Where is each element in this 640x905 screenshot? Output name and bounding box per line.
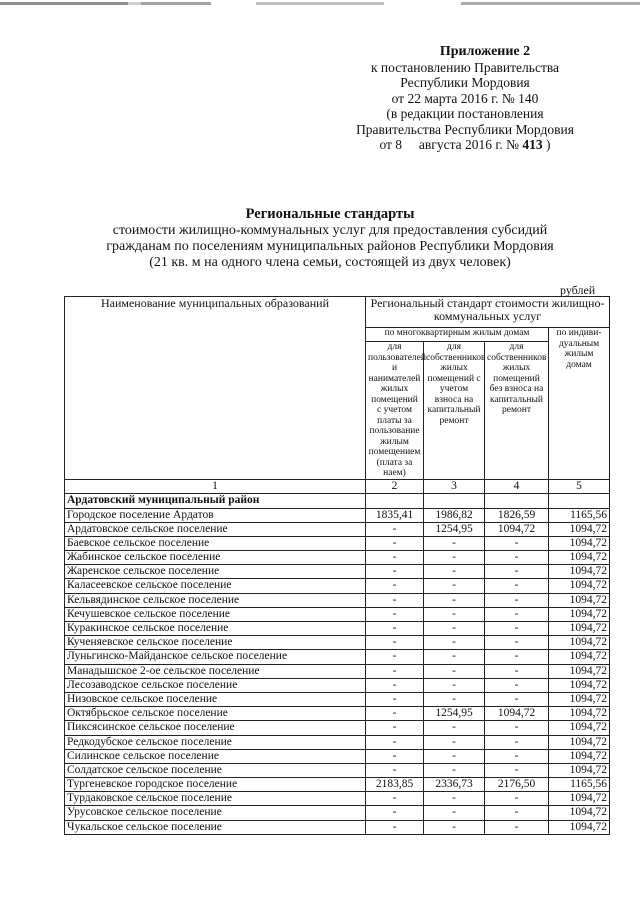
value-individual: 1094,72 bbox=[549, 735, 610, 749]
appendix-line: Республики Мордовия bbox=[400, 75, 530, 90]
value-tenants: - bbox=[366, 622, 424, 636]
settlement-name: Баевское сельское поселение bbox=[65, 536, 366, 550]
region-row bbox=[65, 493, 610, 508]
value-owners-without-fee: 2176,50 bbox=[485, 778, 549, 792]
appendix-line: от 22 марта 2016 г. № 140 bbox=[391, 90, 539, 106]
table-row bbox=[65, 536, 610, 550]
value-owners-with-fee: 2336,73 bbox=[424, 778, 485, 792]
settlement-name: Низовское сельское поселение bbox=[65, 692, 366, 706]
value-individual: 1094,72 bbox=[549, 522, 610, 536]
settlement-name: Каласеевское сельское поселение bbox=[65, 579, 366, 593]
table-row bbox=[65, 650, 610, 664]
appendix-line: (в редакции постановления bbox=[386, 106, 544, 121]
appendix-line: Правительства Республики Мордовия bbox=[356, 121, 574, 137]
heading-line-1: стоимости жилищно-коммунальных услуг для предоставления субсидий bbox=[112, 223, 548, 238]
table-row bbox=[65, 636, 610, 650]
table-row bbox=[65, 763, 610, 777]
table-row bbox=[65, 820, 610, 834]
settlement-name: Куракинское сельское поселение bbox=[65, 622, 366, 636]
settlement-name: Октябрьское сельское поселение bbox=[65, 707, 366, 721]
settlement-name: Луньгинско-Майданское сельское поселение bbox=[65, 650, 366, 664]
col-header-municipality: Наименование муниципальных образований bbox=[65, 297, 366, 480]
value-individual: 1094,72 bbox=[549, 820, 610, 834]
col-header-mkd: по многоквартирным жилым домам bbox=[366, 328, 549, 342]
document-title: Региональные стандарты bbox=[245, 206, 415, 222]
value-owners-without-fee: - bbox=[485, 565, 549, 579]
appendix-block bbox=[330, 44, 600, 153]
value-owners-without-fee: 1094,72 bbox=[485, 522, 549, 536]
value-owners-with-fee: 1986,82 bbox=[424, 508, 485, 522]
table-row bbox=[65, 749, 610, 763]
col-header-tenants: для пользователей и нанимателей жилых помещений с учетом платы за пользование жилым помещением (плата за наем) bbox=[366, 342, 424, 480]
value-owners-with-fee: - bbox=[424, 579, 485, 593]
value-owners-with-fee: - bbox=[424, 749, 485, 763]
value-tenants: - bbox=[366, 565, 424, 579]
table-row bbox=[65, 522, 610, 536]
table-row bbox=[65, 508, 610, 522]
value-owners-with-fee: - bbox=[424, 622, 485, 636]
value-owners-with-fee: - bbox=[424, 593, 485, 607]
value-owners-without-fee: - bbox=[485, 664, 549, 678]
settlement-name: Чукальское сельское поселение bbox=[65, 820, 366, 834]
value-owners-with-fee: - bbox=[424, 536, 485, 550]
value-tenants: - bbox=[366, 607, 424, 621]
value-individual: 1094,72 bbox=[549, 622, 610, 636]
value-tenants: - bbox=[366, 536, 424, 550]
value-owners-with-fee: - bbox=[424, 820, 485, 834]
value-individual: 1094,72 bbox=[549, 806, 610, 820]
value-owners-with-fee: - bbox=[424, 664, 485, 678]
value-owners-without-fee: - bbox=[485, 763, 549, 777]
settlement-name: Турдаковское сельское поселение bbox=[65, 792, 366, 806]
value-tenants: - bbox=[366, 664, 424, 678]
heading-line-3: (21 кв. м на одного члена семьи, состоящей из двух человек) bbox=[149, 255, 511, 270]
value-owners-with-fee: 1254,95 bbox=[424, 707, 485, 721]
col-number: 1 bbox=[65, 479, 366, 493]
table-row bbox=[65, 551, 610, 565]
value-owners-with-fee: 1254,95 bbox=[424, 522, 485, 536]
settlement-name: Жабинское сельское поселение bbox=[65, 551, 366, 565]
value-tenants: - bbox=[366, 763, 424, 777]
value-individual: 1094,72 bbox=[549, 565, 610, 579]
value-owners-with-fee: - bbox=[424, 551, 485, 565]
value-tenants: - bbox=[366, 735, 424, 749]
value-owners-without-fee: - bbox=[485, 636, 549, 650]
table-row bbox=[65, 678, 610, 692]
col-number: 3 bbox=[424, 479, 485, 493]
table-row bbox=[65, 806, 610, 820]
settlement-name: Кечушевское сельское поселение bbox=[65, 607, 366, 621]
value-tenants: - bbox=[366, 650, 424, 664]
col-header-owners-with-fee: для собственников жилых помещений с учетом взноса на капитальный ремонт bbox=[424, 342, 485, 480]
value-tenants: - bbox=[366, 806, 424, 820]
value-owners-without-fee: 1094,72 bbox=[485, 707, 549, 721]
value-owners-without-fee: - bbox=[485, 678, 549, 692]
value-tenants: 1835,41 bbox=[366, 508, 424, 522]
col-header-group: Региональный стандарт стоимости жилищно-коммунальных услуг bbox=[366, 297, 610, 328]
table-cell bbox=[549, 493, 610, 508]
value-individual: 1094,72 bbox=[549, 607, 610, 621]
appendix-last-line bbox=[330, 137, 600, 153]
settlement-name: Ардатовское сельское поселение bbox=[65, 522, 366, 536]
scan-artifact-line bbox=[0, 2, 640, 5]
value-owners-without-fee: 1826,59 bbox=[485, 508, 549, 522]
table-row bbox=[65, 593, 610, 607]
value-individual: 1094,72 bbox=[549, 551, 610, 565]
settlement-name: Пиксясинское сельское поселение bbox=[65, 721, 366, 735]
appendix-title: Приложение 2 bbox=[439, 44, 531, 59]
col-number: 2 bbox=[366, 479, 424, 493]
value-tenants: - bbox=[366, 749, 424, 763]
value-tenants: - bbox=[366, 692, 424, 706]
value-owners-without-fee: - bbox=[485, 735, 549, 749]
settlement-name: Солдатское сельское поселение bbox=[65, 763, 366, 777]
value-owners-with-fee: - bbox=[424, 650, 485, 664]
appendix-number: 413 bbox=[522, 137, 543, 152]
value-tenants: - bbox=[366, 579, 424, 593]
value-individual: 1094,72 bbox=[549, 650, 610, 664]
settlement-name: Тургеневское городское поселение bbox=[65, 778, 366, 792]
settlement-name: Редкодубское сельское поселение bbox=[65, 735, 366, 749]
value-tenants: - bbox=[366, 820, 424, 834]
col-number: 5 bbox=[549, 479, 610, 493]
value-individual: 1094,72 bbox=[549, 636, 610, 650]
settlement-name: Силинское сельское поселение bbox=[65, 749, 366, 763]
table-row bbox=[65, 579, 610, 593]
value-owners-without-fee: - bbox=[485, 536, 549, 550]
table-row bbox=[65, 565, 610, 579]
value-owners-without-fee: - bbox=[485, 749, 549, 763]
value-individual: 1094,72 bbox=[549, 593, 610, 607]
value-individual: 1094,72 bbox=[549, 763, 610, 777]
value-owners-with-fee: - bbox=[424, 565, 485, 579]
value-owners-with-fee: - bbox=[424, 721, 485, 735]
region-name: Ардатовский муниципальный район bbox=[65, 493, 366, 508]
settlement-name: Кученяевское сельское поселение bbox=[65, 636, 366, 650]
value-tenants: - bbox=[366, 678, 424, 692]
table-cell bbox=[424, 493, 485, 508]
appendix-line: к постановлению Правительства bbox=[370, 59, 560, 75]
value-owners-without-fee: - bbox=[485, 806, 549, 820]
value-tenants: - bbox=[366, 636, 424, 650]
table-row bbox=[65, 692, 610, 706]
table-row bbox=[65, 607, 610, 621]
table-row bbox=[65, 735, 610, 749]
table-row bbox=[65, 721, 610, 735]
value-owners-with-fee: - bbox=[424, 636, 485, 650]
value-owners-with-fee: - bbox=[424, 763, 485, 777]
col-number: 4 bbox=[485, 479, 549, 493]
value-individual: 1094,72 bbox=[549, 707, 610, 721]
value-owners-with-fee: - bbox=[424, 692, 485, 706]
value-owners-without-fee: - bbox=[485, 792, 549, 806]
value-individual: 1094,72 bbox=[549, 664, 610, 678]
value-individual: 1094,72 bbox=[549, 692, 610, 706]
settlement-name: Кельвядинское сельское поселение bbox=[65, 593, 366, 607]
settlement-name: Урусовское сельское поселение bbox=[65, 806, 366, 820]
value-owners-with-fee: - bbox=[424, 792, 485, 806]
value-tenants: - bbox=[366, 551, 424, 565]
settlement-name: Манадышское 2-ое сельское поселение bbox=[65, 664, 366, 678]
value-owners-with-fee: - bbox=[424, 735, 485, 749]
value-individual: 1094,72 bbox=[549, 579, 610, 593]
value-individual: 1165,56 bbox=[549, 508, 610, 522]
value-tenants: - bbox=[366, 792, 424, 806]
value-owners-without-fee: - bbox=[485, 692, 549, 706]
value-tenants: 2183,85 bbox=[366, 778, 424, 792]
heading-line-2: гражданам по поселениям муниципальных районов Республики Мордовия bbox=[106, 239, 554, 254]
value-owners-without-fee: - bbox=[485, 551, 549, 565]
value-individual: 1165,56 bbox=[549, 778, 610, 792]
value-owners-without-fee: - bbox=[485, 721, 549, 735]
appendix-date: от 8 августа 2016 г. № bbox=[379, 137, 523, 152]
col-header-individual: по индиви-дуальным жилым домам bbox=[549, 328, 610, 480]
value-individual: 1094,72 bbox=[549, 536, 610, 550]
table-cell bbox=[485, 493, 549, 508]
standards-table bbox=[64, 296, 610, 835]
value-tenants: - bbox=[366, 707, 424, 721]
col-header-owners-without-fee: для собственников жилых помещений без взноса на капитальный ремонт bbox=[485, 342, 549, 480]
value-owners-with-fee: - bbox=[424, 806, 485, 820]
value-owners-without-fee: - bbox=[485, 593, 549, 607]
value-owners-without-fee: - bbox=[485, 650, 549, 664]
value-owners-without-fee: - bbox=[485, 579, 549, 593]
table-row bbox=[65, 664, 610, 678]
document-heading bbox=[60, 206, 600, 271]
value-individual: 1094,72 bbox=[549, 792, 610, 806]
currency-label: рублей bbox=[560, 283, 596, 297]
value-individual: 1094,72 bbox=[549, 749, 610, 763]
value-owners-with-fee: - bbox=[424, 607, 485, 621]
value-tenants: - bbox=[366, 522, 424, 536]
settlement-name: Лесозаводское сельское поселение bbox=[65, 678, 366, 692]
value-individual: 1094,72 bbox=[549, 721, 610, 735]
table-cell bbox=[366, 493, 424, 508]
table-row bbox=[65, 707, 610, 721]
value-owners-with-fee: - bbox=[424, 678, 485, 692]
table-row bbox=[65, 778, 610, 792]
settlement-name: Жаренское сельское поселение bbox=[65, 565, 366, 579]
settlement-name: Городское поселение Ардатов bbox=[65, 508, 366, 522]
table-row bbox=[65, 792, 610, 806]
table-row bbox=[65, 622, 610, 636]
value-owners-without-fee: - bbox=[485, 820, 549, 834]
value-tenants: - bbox=[366, 721, 424, 735]
value-tenants: - bbox=[366, 593, 424, 607]
value-individual: 1094,72 bbox=[549, 678, 610, 692]
appendix-closing: ) bbox=[542, 137, 551, 152]
value-owners-without-fee: - bbox=[485, 622, 549, 636]
value-owners-without-fee: - bbox=[485, 607, 549, 621]
